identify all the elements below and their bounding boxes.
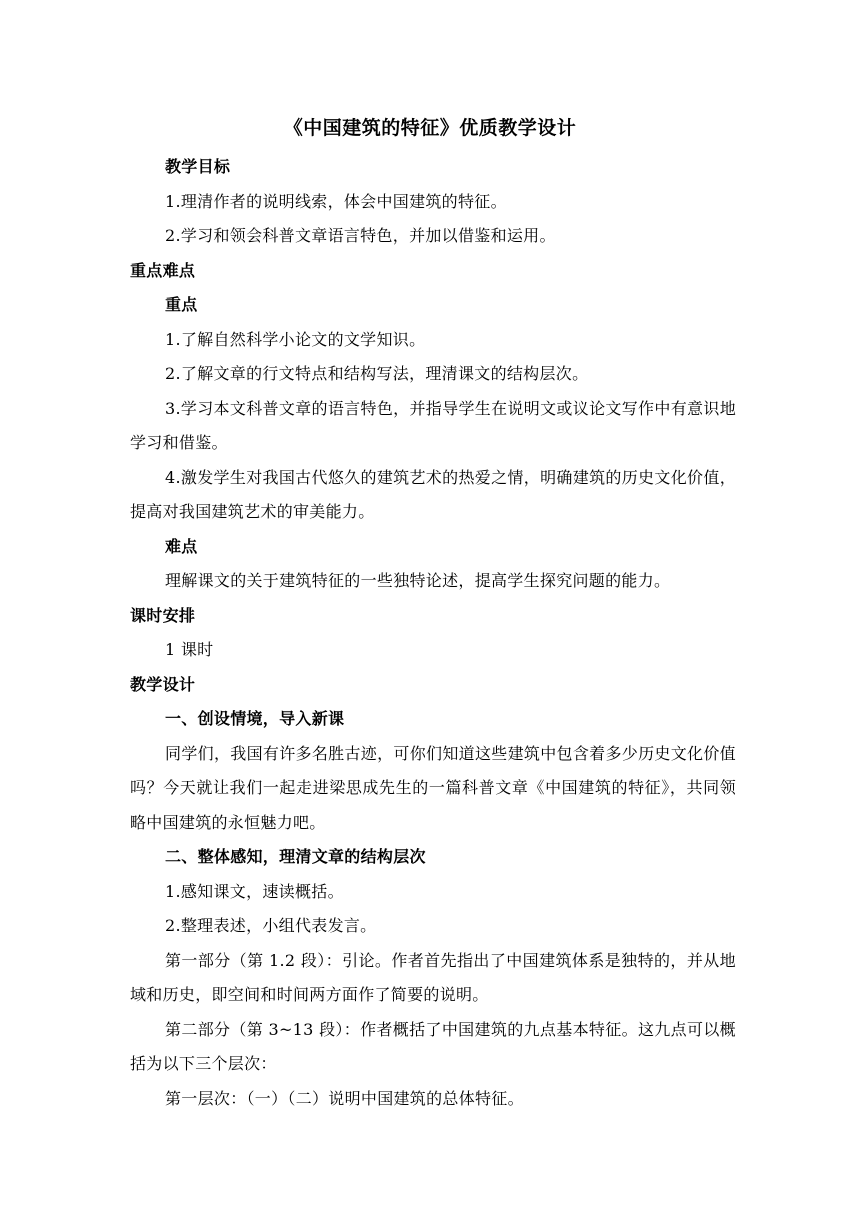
- document-title: 《中国建筑的特征》优质教学设计: [283, 117, 577, 139]
- class-schedule-text: 1 课时: [165, 640, 214, 659]
- section-2-heading: 二、整体感知，理清文章的结构层次: [165, 847, 426, 866]
- key-point-3: 3.学习本文科普文章的语言特色，并指导学生在说明文或议论文写作中有意识地学习和借鉴。: [130, 398, 736, 452]
- level-one-paragraph: 第一层次：（一）（二）说明中国建筑的总体特征。: [165, 1088, 524, 1108]
- part-two-paragraph: 第二部分（第 3~13 段）：作者概括了中国建筑的九点基本特征。这九点可以概括为以下三个层次：: [130, 1019, 736, 1073]
- section-1-heading: 一、创设情境，导入新课: [165, 709, 345, 728]
- section-2-step-1: 1.感知课文，速读概括。: [165, 881, 344, 901]
- heading-key-difficult-points: 重点难点: [130, 260, 196, 280]
- objective-item-1: 1.理清作者的说明线索，体会中国建筑的特征。: [165, 191, 507, 211]
- key-point-1: 1.了解自然科学小论文的文学知识。: [165, 329, 426, 349]
- heading-teaching-design: 教学设计: [130, 674, 196, 694]
- document-body: [130, 150, 736, 1116]
- section-2-step-2: 2.整理表述，小组代表发言。: [165, 916, 377, 935]
- subheading-difficult-points: 难点: [165, 536, 198, 556]
- section-1-paragraph: 同学们，我国有许多名胜古迹，可你们知道这些建筑中包含着多少历史文化价值吗？今天就让我们一起走进梁思成先生的一篇科普文章《中国建筑的特征》，共同领略中国建筑的永恒魅力吧。: [130, 743, 736, 832]
- subheading-key-points: 重点: [165, 295, 198, 314]
- key-point-4: 4.激发学生对我国古代悠久的建筑艺术的热爱之情，明确建筑的历史文化价值，提高对我国建筑艺术的审美能力。: [130, 467, 736, 521]
- objective-item-2: 2.学习和领会科普文章语言特色，并加以借鉴和运用。: [165, 226, 556, 245]
- heading-class-schedule: 课时安排: [130, 605, 196, 625]
- part-one-paragraph: 第一部分（第 1.2 段）：引论。作者首先指出了中国建筑体系是独特的，并从地域和历史，即空间和时间两方面作了简要的说明。: [130, 950, 736, 1004]
- heading-teaching-objectives: 教学目标: [165, 157, 231, 176]
- key-point-2: 2.了解文章的行文特点和结构写法，理清课文的结构层次。: [165, 364, 589, 383]
- difficult-point-text: 理解课文的关于建筑特征的一些独特论述，提高学生探究问题的能力。: [165, 571, 671, 590]
